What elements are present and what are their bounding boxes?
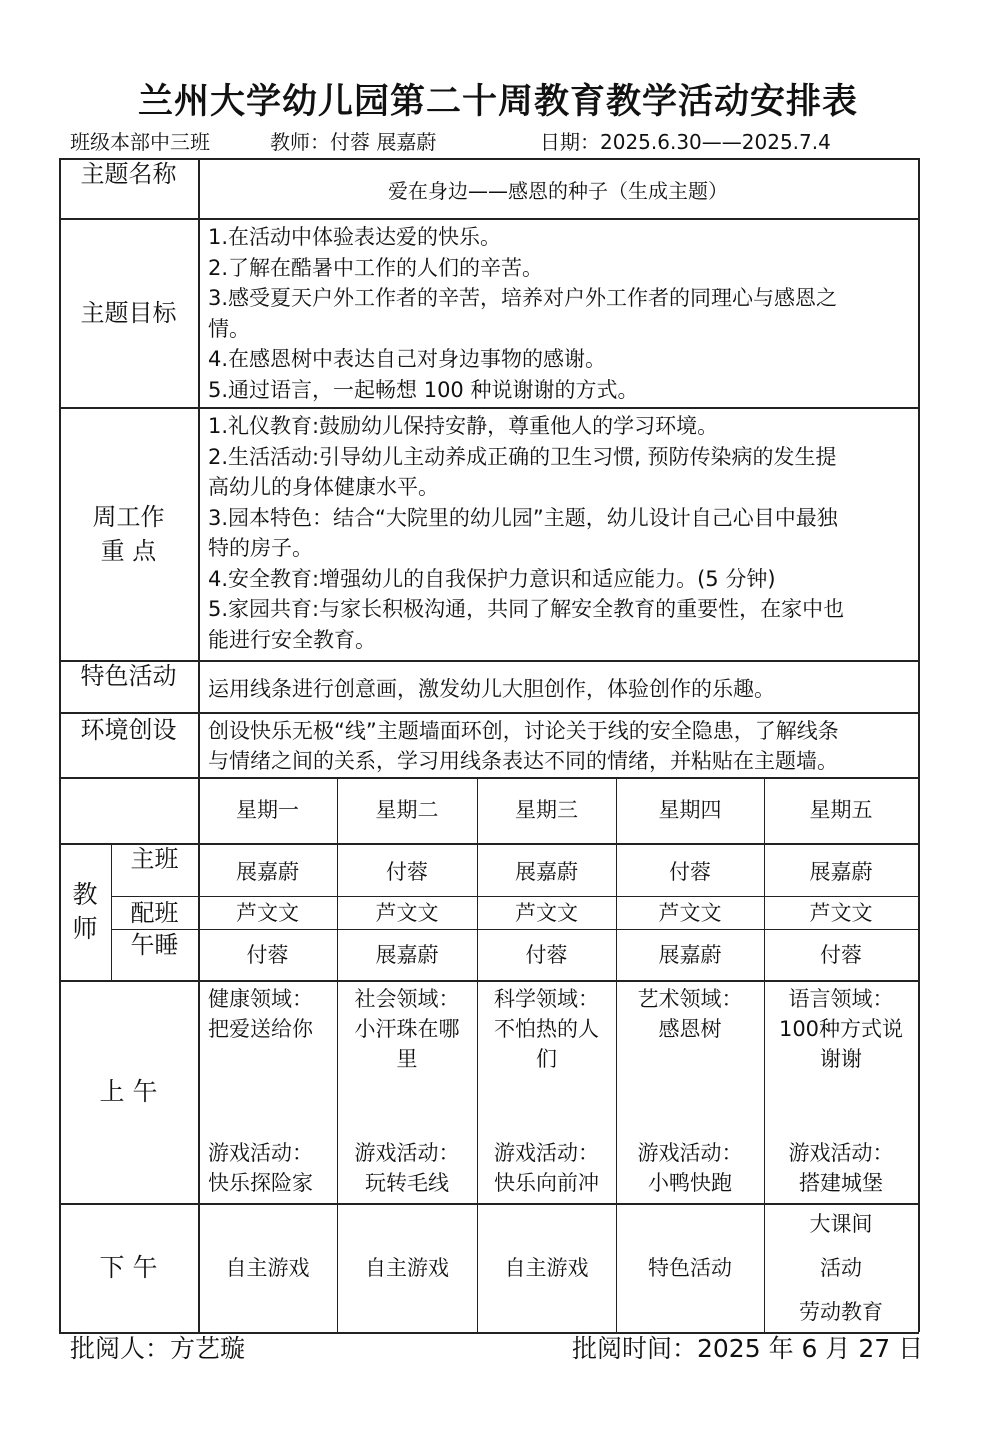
main-teacher-name: 展嘉蔚 [809, 859, 873, 884]
morning-lesson-line: 语言领域： [788, 987, 894, 1011]
week-focus-item: 5.家园共育:与家长积极沟通，共同了解安全教育的重要性，在家中也 [208, 597, 845, 621]
theme-goals [198, 218, 918, 407]
afternoon-label [59, 1203, 198, 1332]
nap-label [111, 929, 198, 980]
morning-game-line: 游戏活动： [788, 1141, 894, 1165]
morning-lesson-line: 里 [396, 1047, 418, 1071]
morning-game-line: 游戏活动： [494, 1141, 599, 1165]
theme-name-text: 爱在身边——感恩的种子（生成主题） [388, 179, 728, 203]
weekday-label: 星期一 [236, 798, 299, 822]
main-teacher-cell [616, 843, 764, 896]
nap-teacher-name: 付蓉 [525, 942, 568, 967]
morning-lesson-line: 感恩树 [658, 1017, 722, 1041]
assist-class-label-text: 配班 [130, 899, 179, 927]
assist-teacher-name: 芦文文 [375, 900, 439, 925]
morning-game [337, 1138, 477, 1198]
morning-game-line: 游戏活动： [208, 1141, 313, 1165]
assist-teacher-cell [198, 896, 337, 929]
assist-teacher-cell [764, 896, 918, 929]
week-focus-item: 3.园本特色：结合“大院里的幼儿园”主题，幼儿设计自己心目中最独 [208, 505, 838, 530]
weekday-label: 星期二 [375, 798, 439, 822]
morning-game-line: 快乐探险家 [208, 1171, 313, 1195]
nap-teacher-cell [764, 929, 918, 980]
environment-item: 创设快乐无极“线”主题墙面环创，讨论关于线的安全隐患，了解线条 [208, 719, 839, 743]
nap-teacher-name: 付蓉 [820, 942, 862, 967]
table-border [918, 158, 920, 1332]
theme-goal-item: 情。 [208, 316, 250, 341]
morning-lesson-line: 100种方式说 [778, 1017, 904, 1041]
morning-game [198, 1138, 337, 1198]
morning-lesson-line: 把爱送给你 [208, 1017, 313, 1041]
page-title: 兰州大学幼儿园第二十周教育教学活动安排表 [137, 82, 858, 122]
afternoon-line: 自主游戏 [225, 1255, 310, 1280]
environment-value [198, 712, 918, 777]
afternoon-label-text: 下 午 [99, 1252, 158, 1282]
nap-teacher-cell [337, 929, 477, 980]
week-focus-item: 4.安全教育:增强幼儿的自我保护力意识和适应能力。(5 分钟) [208, 566, 776, 591]
week-focus-item: 高幼儿的身体健康水平。 [208, 475, 439, 499]
main-teacher-cell [764, 843, 918, 896]
morning-game-line: 小鸭快跑 [648, 1171, 732, 1195]
theme-goal-item: 1.在活动中体验表达爱的快乐。 [208, 225, 502, 249]
weekday-header [337, 777, 477, 843]
teacher-label-line2: 师 [72, 913, 98, 943]
theme-name-value [198, 158, 918, 218]
theme-name-label [59, 158, 198, 218]
weekday-label: 星期四 [658, 798, 722, 822]
week-focus-item: 特的房子。 [208, 536, 313, 560]
morning-lesson [208, 984, 337, 1044]
morning-lesson-line: 小汗珠在哪 [354, 1017, 460, 1041]
assist-teacher-name: 芦文文 [515, 900, 578, 925]
assist-class-label [111, 896, 198, 929]
week-focus-label-line1: 周工作 [92, 502, 165, 531]
afternoon-cell [764, 1203, 918, 1332]
main-teacher-cell [337, 843, 477, 896]
afternoon-cell [337, 1203, 477, 1332]
assist-teacher-cell [337, 896, 477, 929]
morning-label-text: 上 午 [99, 1076, 158, 1106]
special-activity-value [198, 660, 918, 712]
assist-teacher-cell [477, 896, 616, 929]
environment-item: 与情绪之间的关系，学习用线条表达不同的情绪，并粘贴在主题墙。 [208, 749, 838, 773]
afternoon-line: 劳动教育 [799, 1299, 883, 1324]
theme-goal-item: 2.了解在酷暑中工作的人们的辛苦。 [208, 255, 544, 280]
week-focus-label [59, 407, 198, 660]
morning-cell [337, 980, 477, 1203]
week-focus-item: 能进行安全教育。 [208, 627, 376, 652]
theme-name-label-text: 主题名称 [80, 160, 177, 188]
morning-lesson [766, 984, 916, 1074]
week-focus-item: 2.生活活动:引导幼儿主动养成正确的卫生习惯, 预防传染病的发生提 [208, 444, 837, 469]
class-name: 班级本部中三班 [70, 130, 210, 154]
date-label: 日期：2025.6.30——2025.7.4 [540, 130, 831, 154]
weekday-header [616, 777, 764, 843]
morning-game-line: 游戏活动： [354, 1141, 460, 1165]
main-teacher-name: 付蓉 [386, 859, 428, 884]
morning-game-line: 游戏活动： [637, 1141, 743, 1165]
afternoon-line: 大课间 [809, 1211, 873, 1236]
week-focus [198, 407, 918, 660]
weekday-header [764, 777, 918, 843]
nap-teacher-name: 展嘉蔚 [375, 942, 439, 967]
morning-cell [477, 980, 616, 1203]
morning-cell [764, 980, 918, 1203]
assist-teacher-name: 芦文文 [236, 900, 299, 925]
main-teacher-name: 展嘉蔚 [515, 859, 578, 884]
theme-goal-item: 4.在感恩树中表达自己对身边事物的感谢。 [208, 347, 607, 371]
environment-label-text: 环境创设 [80, 716, 177, 744]
week-focus-label-line2: 重 点 [100, 536, 157, 565]
review-time: 批阅时间：2025 年 6 月 27 日 [572, 1334, 924, 1363]
nap-label-text: 午睡 [130, 931, 179, 959]
nap-teacher-cell [198, 929, 337, 980]
teachers-label: 教师：付蓉 展嘉蔚 [270, 130, 437, 154]
environment-label [59, 712, 198, 777]
morning-game-line: 搭建城堡 [799, 1171, 883, 1195]
reviewer: 批阅人：方艺璇 [70, 1334, 246, 1363]
morning-lesson-line: 社会领域： [354, 987, 460, 1011]
main-class-label-text: 主班 [130, 845, 179, 873]
morning-label [59, 980, 198, 1203]
morning-lesson [339, 984, 475, 1074]
nap-teacher-name: 展嘉蔚 [658, 942, 722, 967]
assist-teacher-name: 芦文文 [658, 900, 722, 925]
special-activity-label [59, 660, 198, 712]
afternoon-cell [616, 1203, 764, 1332]
theme-goal-item: 5.通过语言，一起畅想 100 种说谢谢的方式。 [208, 377, 639, 402]
morning-lesson [479, 984, 614, 1074]
afternoon-line: 自主游戏 [504, 1255, 589, 1280]
theme-goal-label [59, 218, 198, 407]
main-teacher-name: 展嘉蔚 [236, 859, 299, 884]
nap-teacher-cell [616, 929, 764, 980]
afternoon-cell [477, 1203, 616, 1332]
assist-teacher-cell [616, 896, 764, 929]
nap-teacher-name: 付蓉 [246, 942, 289, 967]
morning-lesson-line: 科学领域： [494, 987, 599, 1011]
morning-cell [616, 980, 764, 1203]
afternoon-line: 特色活动 [648, 1255, 732, 1280]
morning-game [764, 1138, 918, 1198]
weekday-label: 星期五 [809, 798, 873, 822]
weekday-header [198, 777, 337, 843]
morning-game-line: 玩转毛线 [365, 1171, 449, 1195]
weekday-label: 星期三 [515, 798, 578, 822]
main-teacher-cell [198, 843, 337, 896]
teacher-label [59, 843, 111, 980]
morning-game-line: 快乐向前冲 [494, 1171, 599, 1195]
week-focus-item: 1.礼仪教育:鼓励幼儿保持安静，尊重他人的学习环境。 [208, 414, 719, 438]
morning-lesson-line: 不怕热的人 [494, 1017, 599, 1041]
afternoon-line: 活动 [820, 1255, 862, 1280]
nap-teacher-cell [477, 929, 616, 980]
weekday-header [477, 777, 616, 843]
morning-lesson [618, 984, 762, 1044]
special-activity-text: 运用线条进行创意画，激发幼儿大胆创作，体验创作的乐趣。 [208, 677, 775, 701]
teacher-label-line1: 教 [72, 879, 98, 909]
special-activity-label-text: 特色活动 [80, 662, 177, 690]
afternoon-cell [198, 1203, 337, 1332]
morning-game [616, 1138, 764, 1198]
morning-game [477, 1138, 616, 1198]
morning-lesson-line: 健康领域： [208, 987, 313, 1011]
afternoon-line: 自主游戏 [365, 1255, 449, 1280]
morning-lesson-line: 谢谢 [820, 1047, 862, 1071]
assist-teacher-name: 芦文文 [809, 900, 873, 925]
morning-cell [198, 980, 337, 1203]
morning-lesson-line: 们 [536, 1047, 557, 1071]
morning-lesson-line: 艺术领域： [637, 987, 743, 1011]
main-class-label [111, 843, 198, 896]
theme-goal-item: 3.感受夏天户外工作者的辛苦，培养对户外工作者的同理心与感恩之 [208, 286, 838, 310]
theme-goal-label-text: 主题目标 [80, 298, 177, 327]
main-teacher-cell [477, 843, 616, 896]
main-teacher-name: 付蓉 [669, 859, 711, 884]
